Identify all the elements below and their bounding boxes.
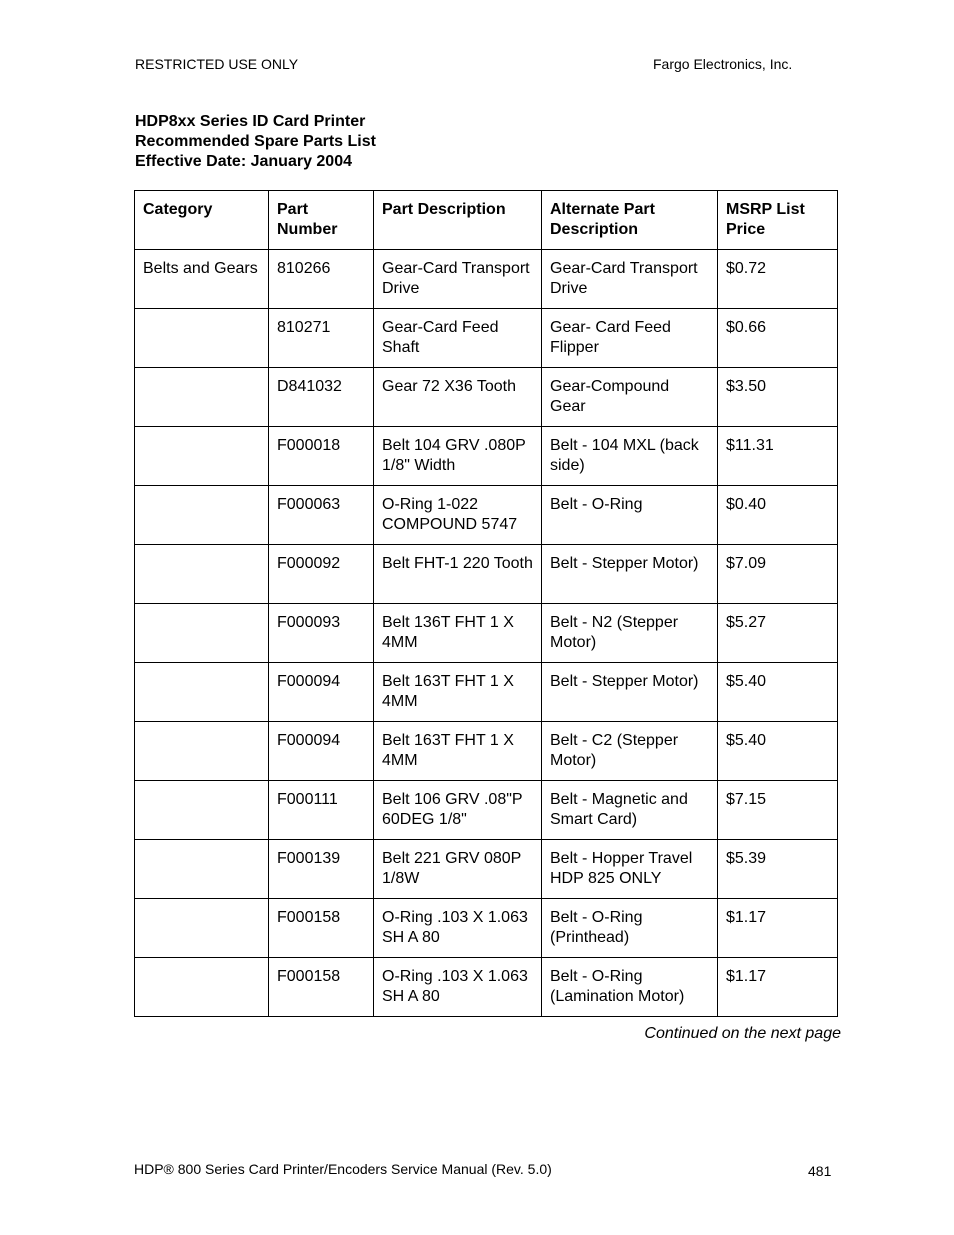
spare-parts-table xyxy=(134,190,838,1017)
cell-msrp-list-price: $5.39 xyxy=(718,840,838,899)
cell-part-description: Gear 72 X36 Tooth xyxy=(374,368,542,427)
cell-msrp-list-price: $11.31 xyxy=(718,427,838,486)
cell-alternate-part-description: Belt - Stepper Motor) xyxy=(542,545,718,604)
table-row xyxy=(135,722,838,781)
cell-part-description: O-Ring 1-022 COMPOUND 5747 xyxy=(374,486,542,545)
cell-msrp-list-price: $5.40 xyxy=(718,663,838,722)
table-row xyxy=(135,781,838,840)
cell-msrp-list-price: $5.27 xyxy=(718,604,838,663)
cell-part-number: F000111 xyxy=(269,781,374,840)
cell-category xyxy=(135,427,269,486)
cell-alternate-part-description: Gear-Compound Gear xyxy=(542,368,718,427)
cell-part-description: Belt FHT-1 220 Tooth xyxy=(374,545,542,604)
title-line-2: Recommended Spare Parts List xyxy=(135,133,376,150)
column-header-category: Category xyxy=(135,191,269,250)
cell-alternate-part-description: Belt - Magnetic and Smart Card) xyxy=(542,781,718,840)
cell-part-number: F000094 xyxy=(269,722,374,781)
table-row xyxy=(135,368,838,427)
cell-msrp-list-price: $0.72 xyxy=(718,250,838,309)
cell-alternate-part-description: Belt - O-Ring xyxy=(542,486,718,545)
table-row xyxy=(135,427,838,486)
cell-part-description: Belt 221 GRV 080P 1/8W xyxy=(374,840,542,899)
cell-category xyxy=(135,663,269,722)
cell-category xyxy=(135,958,269,1017)
table-row xyxy=(135,899,838,958)
title-line-1: HDP8xx Series ID Card Printer xyxy=(135,113,366,130)
footer-manual-title: HDP® 800 Series Card Printer/Encoders Service Manual (Rev. 5.0) xyxy=(134,1161,552,1177)
cell-msrp-list-price: $1.17 xyxy=(718,958,838,1017)
page-number: 481 xyxy=(808,1163,832,1179)
cell-msrp-list-price: $1.17 xyxy=(718,899,838,958)
cell-msrp-list-price: $0.40 xyxy=(718,486,838,545)
cell-alternate-part-description: Belt - N2 (Stepper Motor) xyxy=(542,604,718,663)
cell-msrp-list-price: $5.40 xyxy=(718,722,838,781)
cell-part-description: Belt 106 GRV .08"P 60DEG 1/8" xyxy=(374,781,542,840)
table-row xyxy=(135,545,838,604)
cell-part-description: Belt 163T FHT 1 X 4MM xyxy=(374,722,542,781)
cell-part-number: 810271 xyxy=(269,309,374,368)
cell-category xyxy=(135,781,269,840)
table-row xyxy=(135,250,838,309)
cell-alternate-part-description: Gear-Card Transport Drive xyxy=(542,250,718,309)
cell-alternate-part-description: Belt - O-Ring (Lamination Motor) xyxy=(542,958,718,1017)
document-title xyxy=(135,112,376,172)
cell-part-description: Belt 104 GRV .080P 1/8" Width xyxy=(374,427,542,486)
cell-part-description: Gear-Card Transport Drive xyxy=(374,250,542,309)
cell-category xyxy=(135,722,269,781)
column-header-msrp-list-price: MSRP List Price xyxy=(718,191,838,250)
cell-category xyxy=(135,368,269,427)
cell-alternate-part-description: Belt - Hopper Travel HDP 825 ONLY xyxy=(542,840,718,899)
cell-part-number: F000093 xyxy=(269,604,374,663)
cell-part-number: F000094 xyxy=(269,663,374,722)
cell-alternate-part-description: Belt - C2 (Stepper Motor) xyxy=(542,722,718,781)
cell-msrp-list-price: $0.66 xyxy=(718,309,838,368)
cell-alternate-part-description: Gear- Card Feed Flipper xyxy=(542,309,718,368)
cell-alternate-part-description: Belt - 104 MXL (back side) xyxy=(542,427,718,486)
cell-category xyxy=(135,899,269,958)
cell-part-description: Gear-Card Feed Shaft xyxy=(374,309,542,368)
header-restricted: RESTRICTED USE ONLY xyxy=(135,56,299,72)
cell-part-number: F000158 xyxy=(269,899,374,958)
column-header-part-number: Part Number xyxy=(269,191,374,250)
cell-category xyxy=(135,486,269,545)
table-row xyxy=(135,309,838,368)
cell-category xyxy=(135,309,269,368)
cell-category: Belts and Gears xyxy=(135,250,269,309)
cell-category xyxy=(135,545,269,604)
cell-part-description: Belt 163T FHT 1 X 4MM xyxy=(374,663,542,722)
cell-part-number: F000158 xyxy=(269,958,374,1017)
column-header-alternate-part-description: Alternate Part Description xyxy=(542,191,718,250)
table-row xyxy=(135,958,838,1017)
column-header-part-description: Part Description xyxy=(374,191,542,250)
cell-part-description: O-Ring .103 X 1.063 SH A 80 xyxy=(374,958,542,1017)
continued-note: Continued on the next page xyxy=(644,1025,841,1042)
cell-part-number: 810266 xyxy=(269,250,374,309)
title-line-3: Effective Date: January 2004 xyxy=(135,153,352,170)
table-row xyxy=(135,486,838,545)
cell-category xyxy=(135,840,269,899)
cell-part-description: O-Ring .103 X 1.063 SH A 80 xyxy=(374,899,542,958)
cell-msrp-list-price: $3.50 xyxy=(718,368,838,427)
table-body xyxy=(135,250,838,1017)
cell-part-number: F000139 xyxy=(269,840,374,899)
cell-alternate-part-description: Belt - Stepper Motor) xyxy=(542,663,718,722)
cell-msrp-list-price: $7.09 xyxy=(718,545,838,604)
cell-part-number: F000092 xyxy=(269,545,374,604)
cell-part-number: F000018 xyxy=(269,427,374,486)
cell-category xyxy=(135,604,269,663)
table-row xyxy=(135,604,838,663)
cell-alternate-part-description: Belt - O-Ring (Printhead) xyxy=(542,899,718,958)
header-company: Fargo Electronics, Inc. xyxy=(653,56,793,72)
cell-part-number: F000063 xyxy=(269,486,374,545)
cell-part-number: D841032 xyxy=(269,368,374,427)
cell-msrp-list-price: $7.15 xyxy=(718,781,838,840)
table-header-row xyxy=(135,191,838,250)
cell-part-description: Belt 136T FHT 1 X 4MM xyxy=(374,604,542,663)
table-row xyxy=(135,663,838,722)
table-row xyxy=(135,840,838,899)
